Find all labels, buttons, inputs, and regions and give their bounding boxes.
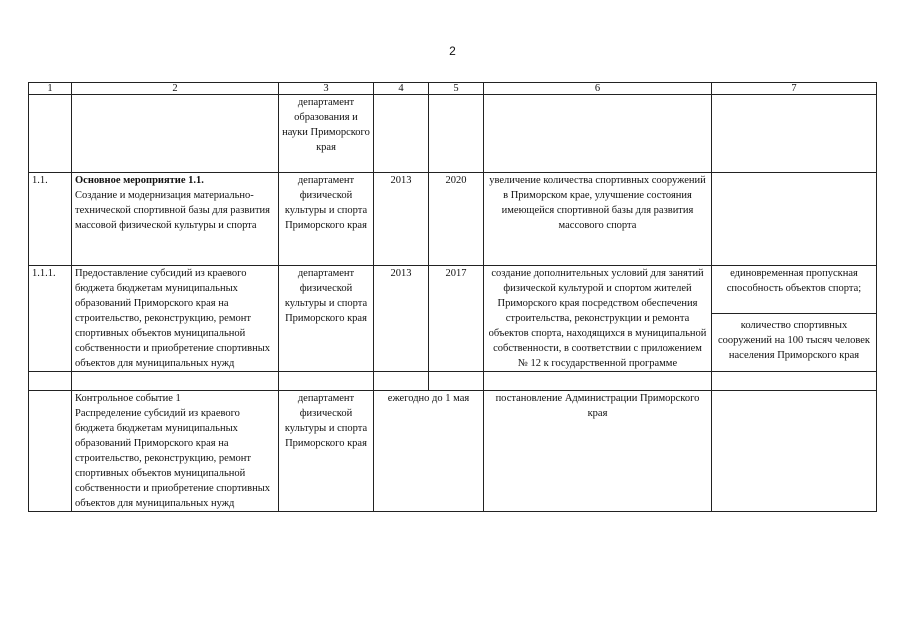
indicator bbox=[712, 391, 877, 512]
control-event-description: Распределение субсидий из краевого бюджета бюджетам муниципальных образований Приморского края на строительство, реконструкцию, ремонт спортивных объектов муниципальной собственности и приобретение спортивных объектов для муниципальных нужд bbox=[75, 408, 271, 509]
responsible-executor: департамент физической культуры и спорта Приморского края bbox=[279, 266, 374, 372]
header-col-7: 7 bbox=[712, 83, 877, 95]
control-event-cell bbox=[72, 391, 279, 512]
responsible-executor: департамент физической культуры и спорта Приморского края bbox=[279, 173, 374, 266]
expected-result: создание дополнительных условий для занятий физической культурой и спортом жителей Приморского края посредством обеспечения строительства, реконструкции и ремонта объектов спорта, находящихся в муниципальной собственности, в соответствии с приложением № 12 к государственной программе bbox=[484, 266, 712, 372]
header-col-4: 4 bbox=[374, 83, 429, 95]
header-col-6: 6 bbox=[484, 83, 712, 95]
indicator-cell bbox=[712, 266, 877, 372]
start-year: 2013 bbox=[374, 266, 429, 372]
row-number: 1.1.1. bbox=[29, 266, 72, 372]
expected-result: увеличение количества спортивных сооружений в Приморском крае, улучшение состояния имеющейся спортивной базы для развития массового спорта bbox=[484, 173, 712, 266]
control-event-label: Контрольное событие 1 bbox=[75, 393, 181, 404]
header-col-1: 1 bbox=[29, 83, 72, 95]
indicator-facilities-per-100k: количество спортивных сооружений на 100 тысяч человек населения Приморского края bbox=[717, 320, 871, 361]
responsible-executor: департамент образования и науки Приморского края bbox=[279, 95, 374, 173]
end-year: 2020 bbox=[429, 173, 484, 266]
table-row-dept-edu bbox=[29, 95, 877, 173]
table-row-1-1-1 bbox=[29, 266, 877, 372]
table-row-1-1 bbox=[29, 173, 877, 266]
start-year: 2013 bbox=[374, 173, 429, 266]
activity-title: Основное мероприятие 1.1. bbox=[75, 175, 204, 186]
row-number bbox=[29, 391, 72, 512]
activity-cell bbox=[72, 173, 279, 266]
activity-description: Предоставление субсидий из краевого бюджета бюджетам муниципальных образований Приморского края на строительство, реконструкцию, ремонт спортивных объектов муниципальной собственности и приобретение спортивных объектов для муниципальных нужд bbox=[72, 266, 279, 372]
table-row-event-1 bbox=[29, 391, 877, 512]
end-year: 2017 bbox=[429, 266, 484, 372]
expected-result: постановление Администрации Приморского края bbox=[484, 391, 712, 512]
indicator bbox=[712, 173, 877, 266]
responsible-executor: департамент физической культуры и спорта Приморского края bbox=[279, 391, 374, 512]
header-col-5: 5 bbox=[429, 83, 484, 95]
indicator-throughput: единовременная пропускная способность объектов спорта; bbox=[712, 266, 876, 314]
table-row-gap bbox=[29, 372, 877, 391]
page-number: 2 bbox=[449, 44, 456, 58]
program-activities-table bbox=[28, 82, 877, 512]
header-row bbox=[29, 83, 877, 95]
header-col-3: 3 bbox=[279, 83, 374, 95]
header-col-2: 2 bbox=[72, 83, 279, 95]
event-deadline: ежегодно до 1 мая bbox=[374, 391, 484, 512]
row-number: 1.1. bbox=[29, 173, 72, 266]
activity-description: Создание и модернизация материально-технической спортивной базы для развития массовой физической культуры и спорта bbox=[75, 190, 270, 231]
